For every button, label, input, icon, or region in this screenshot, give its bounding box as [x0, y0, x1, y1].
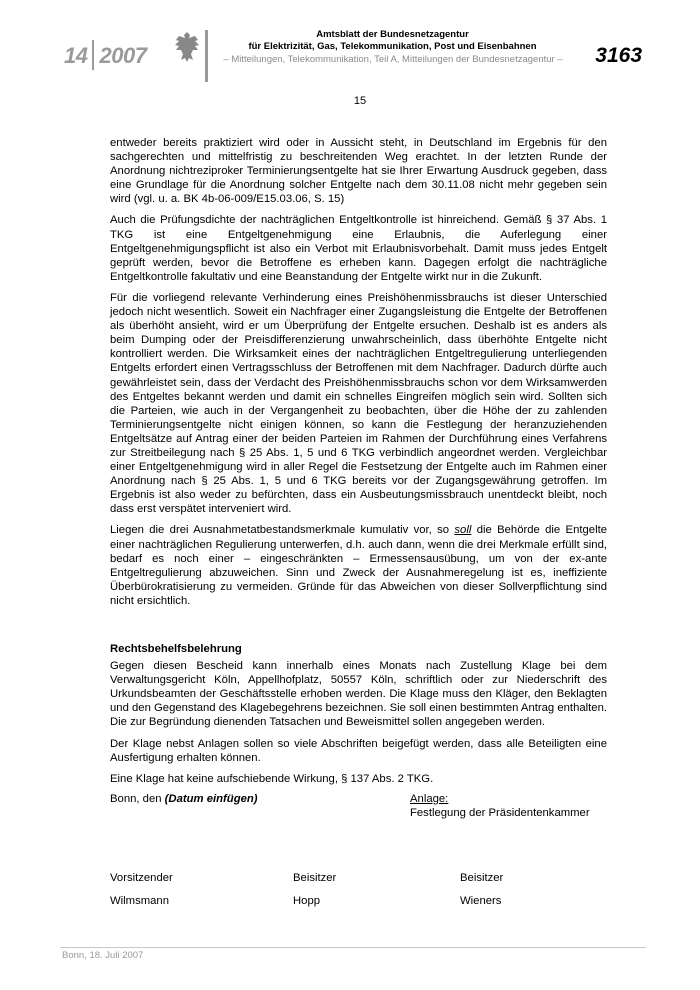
journal-title: Amtsblatt der Bundesnetzagentur für Elektrizität, Gas, Telekommunikation, Post und Eisenbahnen — [248, 29, 537, 52]
paragraph: Auch die Prüfungsdichte der nachträglichen Entgeltkontrolle ist hinreichend. Gemäß § 37 Abs. 1 TKG ist eine Entgeltgenehmigung eine Erlaubnis, die Auferlegung einer Entgeltgenehmigungspflicht ist also ein Verbot mit Erlaubnisvorbehalt. Damit muss jedes Entgelt geprüft werden, bevor die Betroffene es erheben kann. Dagegen erfolgt die nachträgliche Entgeltkontrolle fakultativ und eine Beanstandung der Entgelte wirkt nur in die Zukunft. — [110, 214, 607, 283]
paragraph: Für die vorliegend relevante Verhinderung eines Preishöhenmissbrauchs ist dieser Unterschied jedoch nicht wesentlich. Soweit ein Nachfrager einer Zugangsleistung die Entgelte der Betroffenen als überhöht ansieht, wird er um Überprüfung der Entgelte ersuchen. Deshalb ist es anders als beim Dumping oder der Preisdifferenzierung unwahrscheinlich, dass überhöhte Entgelte nicht kontrolliert werden. Die Wirksamkeit eines der nachträglichen Entgeltregulierung unterliegenden Entgelts erfordert einen Vertragsschluss der Betroffenen mit dem Nachfrager. Dadurch dürfte auch gewährleistet sein, dass der Verdacht des Preishöhenmissbrauchs schon vor dem Wirksamwerden des Entgeltes bekannt werden und damit ein schnelles Eingreifen möglich sein wird. Sollten sich die Parteien, wie auch in der Vergangenheit zu beobachten, über die Höhe der zu zahlenden Terminierungsentgelte nicht einigen können, so kann die Festlegung der heranzuziehenden Entgeltsätze auf Antrag einer der beiden Parteien im Rahmen der Durchführung eines Verfahrens zur Streitbeilegung nach § 25 Abs. 1, 5 und 6 TKG verbindlich angeordnet werden. Vergleichbar einer Entgeltgenehmigung wird in aller Regel die Festsetzung der Entgelte auch im Rahmen einer Anordnung nach § 25 Abs. 1, 5 und 6 TKG bereits vor der Zugangsgewährung getroffen. Im Ergebnis ist also weder zu befürchten, dass ein Ausbeutungsmissbrauch unentdeckt bleibt, noch dass erst verspätet interveniert wird. — [110, 291, 607, 516]
anlage — [410, 792, 590, 820]
emphasis-soll: soll — [454, 524, 472, 537]
place-date: Bonn, den (Datum einfügen) — [110, 793, 258, 805]
name-assessor: Hopp — [293, 895, 321, 907]
paragraph: Liegen die drei Ausnahmetatbestandsmerkmale kumulativ vor, so soll die Behörde die Entgelte einer nachträglichen Regulierung unterwerfen, d.h. auch dann, wenn die drei Merkmale erfüllt sind, bedarf es noch einer – eingeschränkten – Ermessensausübung, um von der ex-ante Entgeltregulierung abzuweichen. Sinn und Zweck der Ausnahmeregelung ist es, ineffiziente Überbürokratisierung zu vermeiden. Gründe für das Abweichen von dieser Sollverpflichtung sind nicht ersichtlich. — [110, 524, 608, 607]
paragraph: Eine Klage hat keine aufschiebende Wirkung, § 137 Abs. 2 TKG. — [110, 772, 434, 785]
header-divider — [205, 30, 208, 82]
document-page-number: 15 — [353, 95, 367, 107]
role-chair: Vorsitzender — [110, 872, 173, 884]
role-assessor: Beisitzer — [460, 872, 504, 884]
section-heading: Rechtsbehelfsbelehrung — [110, 643, 242, 655]
paragraph: Gegen diesen Bescheid kann innerhalb eines Monats nach Zustellung Klage bei dem Verwaltungsgericht Köln, Appellhofplatz, 50557 Köln, schriftlich oder zur Niederschrift des Urkundsbeamten der Geschäftsstelle erhoben werden. Die Klage muss den Kläger, den Beklagten und den Gegenstand des Klagebegehrens bezeichnen. Sie soll einen bestimmten Antrag enthalten. Die zur Begründung dienenden Tatsachen und Beweismittel sollen angegeben werden. — [110, 660, 607, 729]
name-assessor: Wieners — [460, 895, 502, 907]
federal-eagle-icon — [173, 30, 201, 64]
paragraph: entweder bereits praktiziert wird oder in Aussicht steht, in Deutschland im Ergebnis für den sachgerechten und mittelfristig zu beschreitenden Weg erachtet. In der letzten Runde der Anordnung nichtreziproker Terminierungsentgelte hat sie Ihrer Erwartung Ausdruck gegeben, dass eine Grundlage für die Anordnung solcher Entgelte nach dem 30.11.08 nicht mehr gegeben sein wird (vgl. u. a. BK 4b-06-009/E15.03.06, S. 15) — [110, 137, 607, 206]
anlage-text: Festlegung der Präsidentenkammer — [410, 807, 590, 819]
name-chair: Wilmsmann — [110, 895, 169, 907]
journal-page-number: 3163 — [595, 44, 642, 67]
anlage-label: Anlage: — [410, 793, 449, 805]
document-body — [110, 136, 607, 793]
footer-date: Bonn, 18. Juli 2007 — [62, 950, 144, 961]
issue-number: 14 2007 — [64, 40, 146, 70]
paragraph: Der Klage nebst Anlagen sollen so viele Abschriften beigefügt werden, dass alle Beteiligten eine Ausfertigung erhalten können. — [110, 737, 607, 764]
journal-subtitle: – Mitteilungen, Telekommunikation, Teil A, Mitteilungen der Bundesnetzagentur – — [223, 54, 563, 65]
date-placeholder: (Datum einfügen) — [164, 793, 258, 805]
role-assessor: Beisitzer — [293, 872, 337, 884]
footer-divider — [60, 947, 646, 948]
